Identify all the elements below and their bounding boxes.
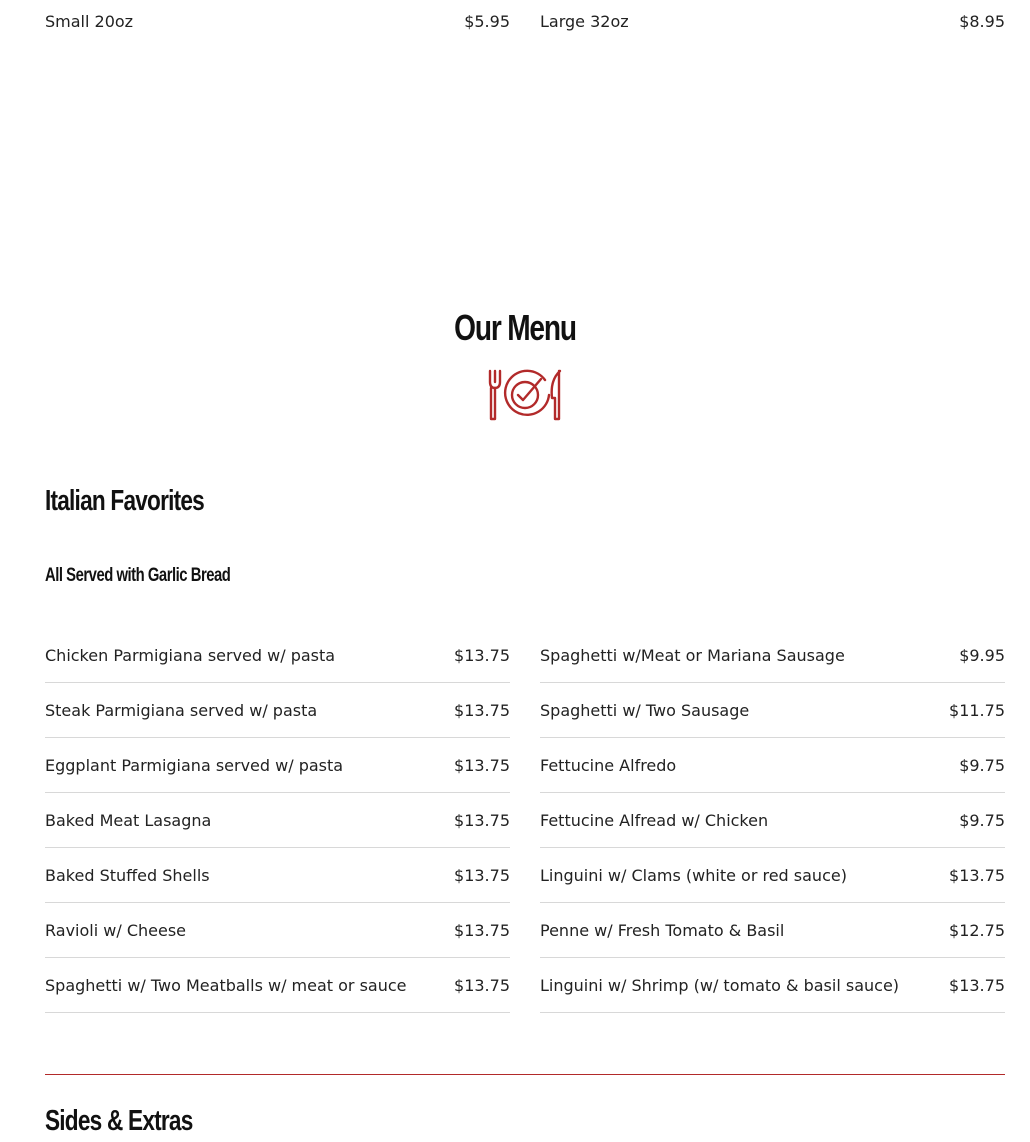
item-name: Linguini w/ Shrimp (w/ tomato & basil sauce): [540, 976, 900, 995]
item-name: Baked Stuffed Shells: [45, 866, 210, 885]
item-price: $9.75: [959, 756, 1005, 775]
item-price: $13.75: [949, 866, 1005, 885]
item-name: Linguini w/ Clams (white or red sauce): [540, 866, 847, 885]
size-item-large: [540, 10, 1005, 34]
item-price: $13.75: [454, 646, 510, 665]
menu-title: Our Menu: [454, 307, 576, 348]
size-price: $8.95: [959, 12, 1005, 31]
item-name: Eggplant Parmigiana served w/ pasta: [45, 756, 344, 775]
menu-item: [45, 903, 510, 958]
size-name: Large 32oz: [540, 12, 629, 31]
size-item-small: [45, 10, 510, 34]
menu-item: [540, 628, 1005, 683]
item-price: $13.75: [454, 976, 510, 995]
menu-item: [45, 793, 510, 848]
item-name: Baked Meat Lasagna: [45, 811, 212, 830]
item-name: Fettucine Alfread w/ Chicken: [540, 811, 769, 830]
plate-fork-knife-icon: [487, 368, 563, 422]
section-title-italian-favorites: Italian Favorites: [45, 485, 204, 517]
menu-item: [540, 958, 1005, 1013]
item-name: Steak Parmigiana served w/ pasta: [45, 701, 318, 720]
menu-list-left: [45, 628, 510, 1013]
menu-item: [540, 903, 1005, 958]
menu-item: [540, 738, 1005, 793]
item-price: $13.75: [454, 866, 510, 885]
menu-item: [45, 848, 510, 903]
item-price: $13.75: [454, 756, 510, 775]
item-name: Chicken Parmigiana served w/ pasta: [45, 646, 336, 665]
section-divider: [45, 1074, 1005, 1075]
size-price: $5.95: [464, 12, 510, 31]
section-title-sides-extras: Sides & Extras: [45, 1105, 193, 1137]
size-row: [45, 10, 1005, 34]
size-name: Small 20oz: [45, 12, 134, 31]
menu-item: [45, 683, 510, 738]
item-price: $13.75: [454, 701, 510, 720]
item-name: Penne w/ Fresh Tomato & Basil: [540, 921, 785, 940]
item-name: Spaghetti w/ Two Meatballs w/ meat or sauce: [45, 976, 407, 995]
item-price: $13.75: [454, 811, 510, 830]
item-price: $11.75: [949, 701, 1005, 720]
item-price: $9.95: [959, 646, 1005, 665]
menu-item: [540, 848, 1005, 903]
item-price: $13.75: [454, 921, 510, 940]
menu-item: [45, 738, 510, 793]
menu-item: [45, 958, 510, 1013]
item-name: Fettucine Alfredo: [540, 756, 677, 775]
menu-item: [540, 793, 1005, 848]
item-name: Ravioli w/ Cheese: [45, 921, 186, 940]
item-name: Spaghetti w/Meat or Mariana Sausage: [540, 646, 845, 665]
item-name: Spaghetti w/ Two Sausage: [540, 701, 750, 720]
item-price: $12.75: [949, 921, 1005, 940]
menu-list-right: [540, 628, 1005, 1013]
menu-item: [540, 683, 1005, 738]
item-price: $9.75: [959, 811, 1005, 830]
item-price: $13.75: [949, 976, 1005, 995]
section-subtitle: All Served with Garlic Bread: [45, 565, 231, 586]
menu-item: [45, 628, 510, 683]
